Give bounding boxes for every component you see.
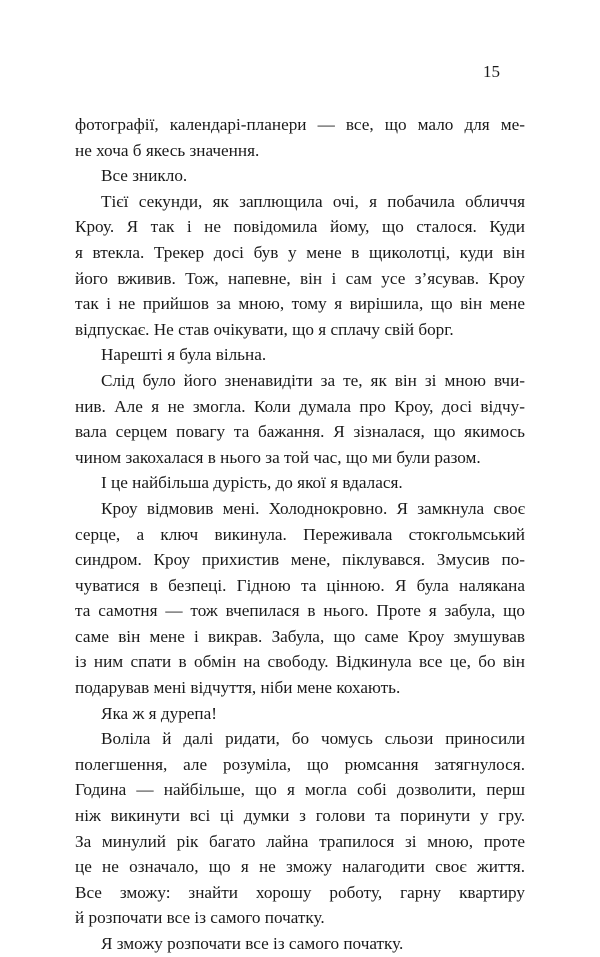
text-line: Я зможу розпочати все із самого початку. <box>101 934 404 953</box>
text-line: я втекла. Трекер досі був у мене в щиколотці, куди він <box>75 242 525 262</box>
text-line: Година — найбільше, що я могла собі дозволити, перш <box>75 780 525 800</box>
text-line: ніж викинути всі ці думки з голови та поринути у гру. <box>75 806 525 826</box>
text-line: відпускає. Не став очікувати, що я сплачу свій борг. <box>75 319 454 339</box>
text-line: полегшення, але розуміла, що рюмсання затягнулося. <box>75 754 525 774</box>
text-line: синдром. Кроу прихистив мене, піклувався. Змусив по- <box>75 550 525 570</box>
text-line: Яка ж я дурепа! <box>101 703 217 723</box>
text-line: нив. Але я не змогла. Коли думала про Кроу, досі відчу- <box>75 396 525 416</box>
text-line: саме він мене і викрав. Забула, що саме Кроу змушував <box>75 626 525 646</box>
text-line: фотографії, календарі-планери — все, що мало для ме- <box>75 115 525 134</box>
text-line: так і не прийшов за мною, тому я вирішила, що він мене <box>75 294 525 314</box>
text-line: За минулий рік багато лайна трапилося зі мною, проте <box>75 831 525 851</box>
text-line: й розпочати все із самого початку. <box>75 908 325 928</box>
text-line: І це найбільша дурість, до якої я вдалася. <box>101 473 403 493</box>
text-line: Нарешті я була вільна. <box>101 345 267 365</box>
text-line: Слід було його зненавидіти за те, як він зі мною вчи- <box>101 370 525 390</box>
text-line: Тієї секунди, як заплющила очі, я побачила обличчя <box>101 191 525 211</box>
text-line: Кроу відмовив мені. Холоднокровно. Я замкнула своє <box>101 498 525 518</box>
text-line: Все зможу: знайти хорошу роботу, гарну квартиру <box>75 882 525 902</box>
text-line: його вживив. Тож, напевне, він і сам усе з’ясував. Кроу <box>75 268 525 288</box>
text-line: вала серцем повагу та бажання. Я зізналася, що якимось <box>75 422 525 442</box>
text-line: Кроу. Я так і не повідомила йому, що сталося. Куди <box>75 217 525 237</box>
text-line: чином закохалася в нього за той час, що ми були разом. <box>75 447 481 467</box>
text-line: серце, а ключ викинула. Переживала стокгольмський <box>75 524 525 544</box>
text-line: та самотня — тож вчепилася в нього. Проте я забула, що <box>75 601 525 621</box>
page-number: 15 <box>483 62 500 81</box>
text-line: Все зникло. <box>101 166 188 186</box>
body-text <box>75 112 525 957</box>
text-line: чуватися в безпеці. Гідною та цінною. Я була налякана <box>75 575 525 595</box>
text-line: це не означало, що я не зможу налагодити своє життя. <box>75 857 525 877</box>
text-line: не хоча б якесь значення. <box>75 140 260 160</box>
text-line: Воліла й далі ридати, бо чомусь сльози приносили <box>101 729 525 749</box>
text-line: подарував мені відчуття, ніби мене кохають. <box>75 678 401 698</box>
text-line: із ним спати в обмін на свободу. Відкинула все це, бо він <box>75 652 525 672</box>
